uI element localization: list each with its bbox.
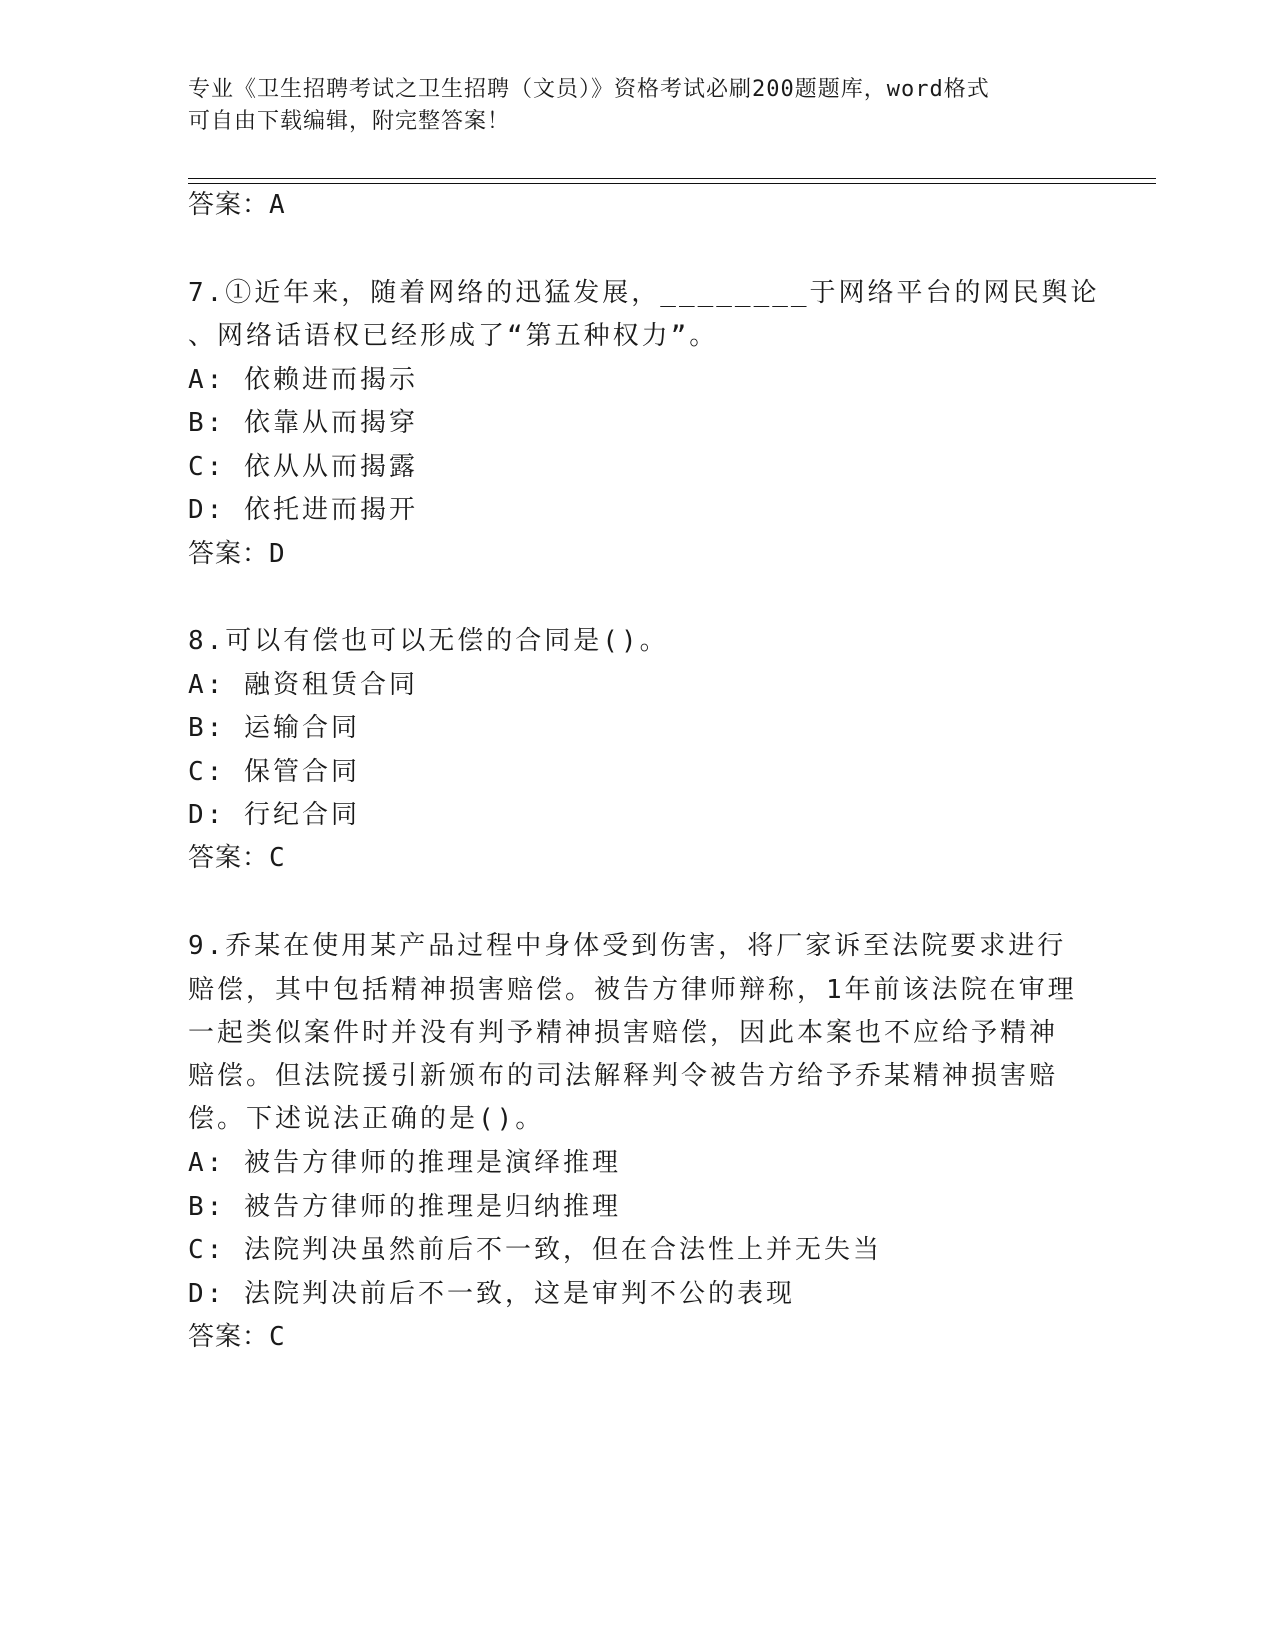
question-9-option-c: C: 法院判决虽然前后不一致，但在合法性上并无失当 <box>188 1235 882 1265</box>
question-9-option-d: D: 法院判决前后不一致，这是审判不公的表现 <box>188 1279 795 1309</box>
question-8-answer <box>188 843 286 873</box>
document-header <box>188 74 1088 138</box>
answer-label: 答案： <box>188 190 270 220</box>
header-line-2: 可自由下载编辑，附完整答案！ <box>188 109 511 134</box>
question-9-stem-line-4: 赔偿。但法院援引新颁布的司法解释判令被告方给予乔某精神损害赔 <box>188 1061 1059 1091</box>
answer-value: A <box>269 190 286 220</box>
question-8-option-c: C: 保管合同 <box>188 757 360 787</box>
answer-label: 答案： <box>188 843 270 873</box>
question-9-stem-line-3: 一起类似案件时并没有判予精神损害赔偿，因此本案也不应给予精神 <box>188 1018 1059 1048</box>
question-9-option-b: B: 被告方律师的推理是归纳推理 <box>188 1192 621 1222</box>
question-9-answer <box>188 1322 286 1352</box>
question-8-option-b: B: 运输合同 <box>188 713 360 743</box>
question-7-option-b: B: 依靠从而揭穿 <box>188 408 418 438</box>
question-8-option-a: A: 融资租赁合同 <box>188 670 418 700</box>
question-7-stem-line-1: 7.①近年来，随着网络的迅猛发展，________于网络平台的网民舆论 <box>188 278 1100 308</box>
answer-value: D <box>269 539 286 569</box>
question-9-stem-line-5: 偿。下述说法正确的是()。 <box>188 1104 545 1134</box>
header-line-1: 专业《卫生招聘考试之卫生招聘（文员）》资格考试必刷200题题库，word格式 <box>188 77 990 102</box>
answer-value: C <box>269 843 286 873</box>
question-7-option-c: C: 依从从而揭露 <box>188 452 418 482</box>
answer-value: C <box>269 1322 286 1352</box>
question-7-stem-line-2: 、网络话语权已经形成了“第五种权力”。 <box>188 321 719 351</box>
header-divider-top <box>188 178 1156 179</box>
question-9-stem-line-1: 9.乔某在使用某产品过程中身体受到伤害，将厂家诉至法院要求进行 <box>188 931 1067 961</box>
answer-label: 答案： <box>188 539 270 569</box>
header-divider-bottom <box>188 183 1156 184</box>
question-8-stem-line-1: 8.可以有偿也可以无偿的合同是()。 <box>188 626 669 656</box>
question-7-option-d: D: 依托进而揭开 <box>188 495 418 525</box>
answer-label: 答案： <box>188 1322 270 1352</box>
question-9-stem-line-2: 赔偿，其中包括精神损害赔偿。被告方律师辩称，1年前该法院在审理 <box>188 975 1077 1005</box>
question-7-answer <box>188 539 286 569</box>
question-8-option-d: D: 行纪合同 <box>188 800 360 830</box>
question-9-option-a: A: 被告方律师的推理是演绎推理 <box>188 1148 621 1178</box>
previous-answer <box>188 190 286 220</box>
question-7-option-a: A: 依赖进而揭示 <box>188 365 418 395</box>
